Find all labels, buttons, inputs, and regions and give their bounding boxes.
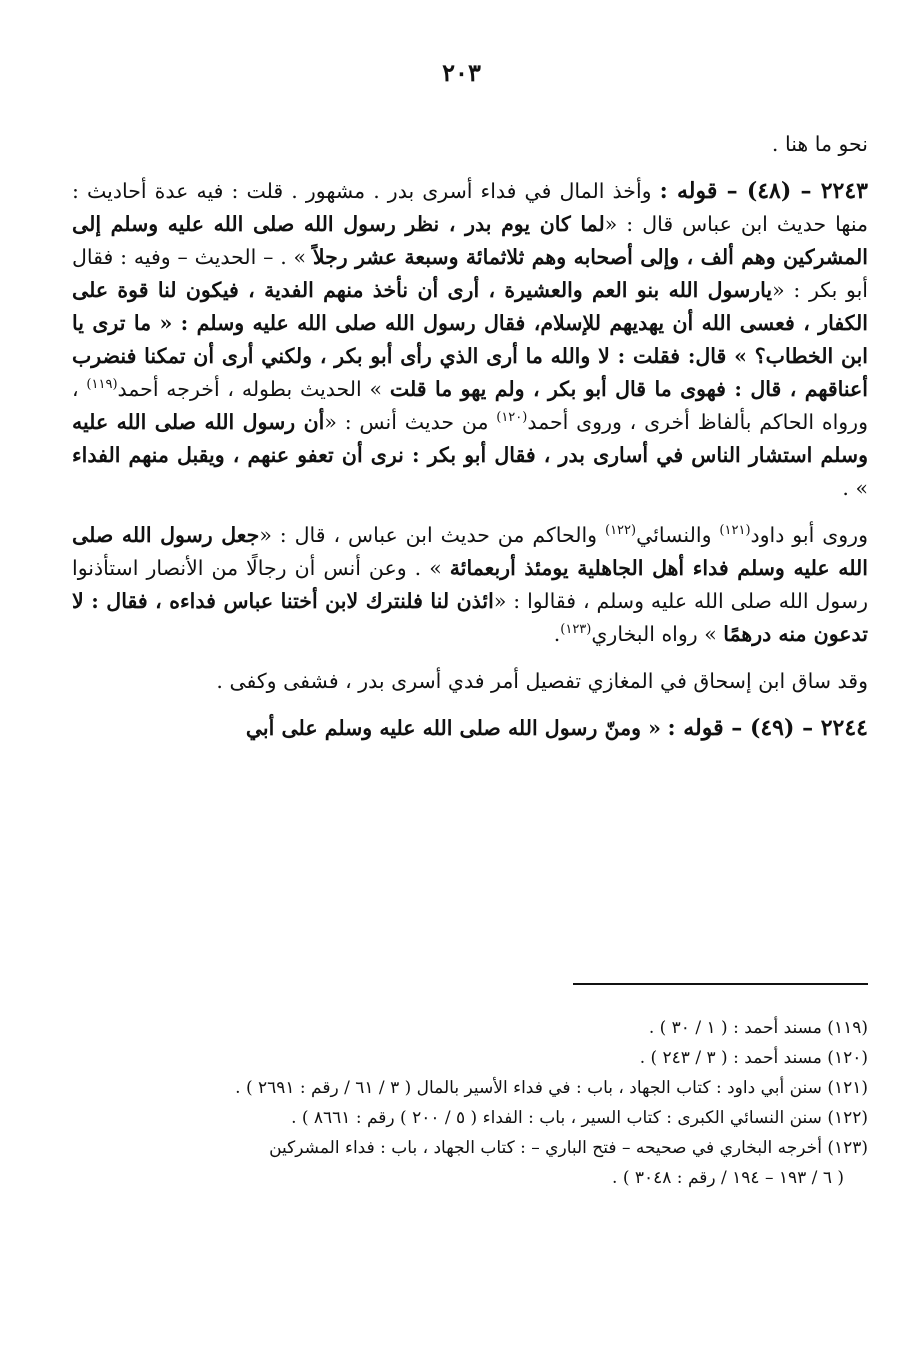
text-segment: مشهور . قلت : فيه عدة أحاديث : منها حديث ابن عباس قال : « [72, 179, 868, 236]
text-segment: وروى أبو داود [750, 523, 868, 547]
footnote-119: (١١٩) مسند أحمد : ( ١ / ٣٠ ) . [648, 1018, 868, 1038]
footnote-ref[interactable]: (١٢٢) [605, 523, 637, 539]
footnote-121: (١٢١) سنن أبي داود : كتاب الجهاد ، باب : في فداء الأسير بالمال ( ٣ / ٦١ / رقم : ٢٦٩١ ) . [235, 1078, 868, 1098]
paragraph-gap [72, 698, 868, 712]
text-segment: » الحديث بطوله ، أخرجه أحمد [117, 377, 383, 401]
text-segment: والنسائي [636, 523, 712, 547]
footnotes [105, 1013, 868, 1193]
hadith-quote: يارسول الله بنو العم والعشيرة ، أرى أن نأخذ منهم الفدية ، فيكون لنا قوة على الكفار ، فعسى الله أن يهديهم للإسلام، فقال رسول الله صلى الله عليه وسلم : « ما ترى يا ابن الخطاب؟ » قال: فقلت : لا والله ما أرى الذي رأى أبو بكر ، ولكني أرى أن تمكنا فنضرب أعناقهم ، قال : فهوى ما قال أبو بكر ، ولم يهو ما قلت [72, 278, 868, 401]
footnote-ref[interactable]: (١١٩) [86, 377, 118, 393]
text-segment: » . وعن أنس أن رجالًا من الأنصار استأذنوا رسول الله صلى الله عليه وسلم ، فقالوا : « [72, 556, 868, 613]
entry-number: ٢٢٤٤ – (٤٩) – قوله : [667, 715, 868, 741]
main-text [72, 128, 868, 745]
hadith-quote: أن رسول الله صلى الله عليه وسلم استشار الناس في أسارى بدر ، فقال أبو بكر : نرى أن تعفو عنهم ، ويقبل منهم الفداء [72, 410, 868, 467]
paragraph-gap [72, 505, 868, 519]
paragraph-continuation: نحو ما هنا . [771, 132, 868, 156]
hadith-quote: ائذن لنا فلنترك لابن أختنا عباس فداءه ، فقال : لا تدعون منه درهمًا [72, 589, 868, 646]
entry-2243 [72, 175, 868, 505]
footnote-123: (١٢٣) أخرجه البخاري في صحيحه – فتح الباري – : كتاب الجهاد ، باب : فداء المشركين [269, 1138, 868, 1158]
footnote-123-continuation: ( ٦ / ١٩٣ – ١٩٤ / رقم : ٣٠٤٨ ) . [612, 1168, 844, 1188]
footnote-ref[interactable]: (١٢٣) [560, 622, 592, 638]
paragraph-ibn-ishaq: وقد ساق ابن إسحاق في المغازي تفصيل أمر فدي أسرى بدر ، فشفى وكفى . [216, 669, 868, 693]
footnote-120: (١٢٠) مسند أحمد : ( ٣ / ٢٤٣ ) . [639, 1048, 868, 1068]
paragraph-narrations [72, 519, 868, 651]
page-number: ٢٠٣ [442, 58, 481, 87]
entry-quote: وأخذ المال في فداء أسرى بدر . [373, 179, 652, 203]
text-segment: والحاكم من حديث ابن عباس ، قال : « [259, 523, 598, 547]
footnote-divider [573, 983, 868, 985]
text-segment: . [553, 622, 561, 646]
footnote-ref[interactable]: (١٢١) [719, 523, 751, 539]
hadith-quote: جعل رسول الله صلى الله عليه وسلم فداء أهل الجاهلية يومئذ أربعمائة [72, 523, 868, 580]
entry-quote: « ومنّ رسول الله صلى الله عليه وسلم على أبي [245, 716, 661, 740]
footnote-122: (١٢٢) سنن النسائي الكبرى : كتاب السير ، باب : الفداء ( ٥ / ٢٠٠ ) رقم : ٨٦٦١ ) . [291, 1108, 868, 1128]
text-segment: » . [842, 476, 868, 500]
footnote-ref[interactable]: (١٢٠) [496, 410, 528, 426]
text-segment: » رواه البخاري [591, 622, 717, 646]
entry-number: ٢٢٤٣ – (٤٨) – قوله : [659, 178, 868, 204]
text-segment: » . – الحديث – وفيه : فقال أبو بكر : « [72, 245, 868, 302]
entry-2244 [72, 712, 868, 745]
text-segment: ، ورواه الحاكم بألفاظ أخرى ، وروى أحمد [72, 377, 868, 434]
hadith-quote: لما كان يوم بدر ، نظر رسول الله صلى الله عليه وسلم إلى المشركين وهم ألف ، وإلى أصحابه وهم ثلاثمائة وسبعة عشر رجلاً [72, 212, 868, 269]
paragraph-gap [72, 161, 868, 175]
text-segment: من حديث أنس : « [324, 410, 489, 434]
paragraph-gap [72, 651, 868, 665]
